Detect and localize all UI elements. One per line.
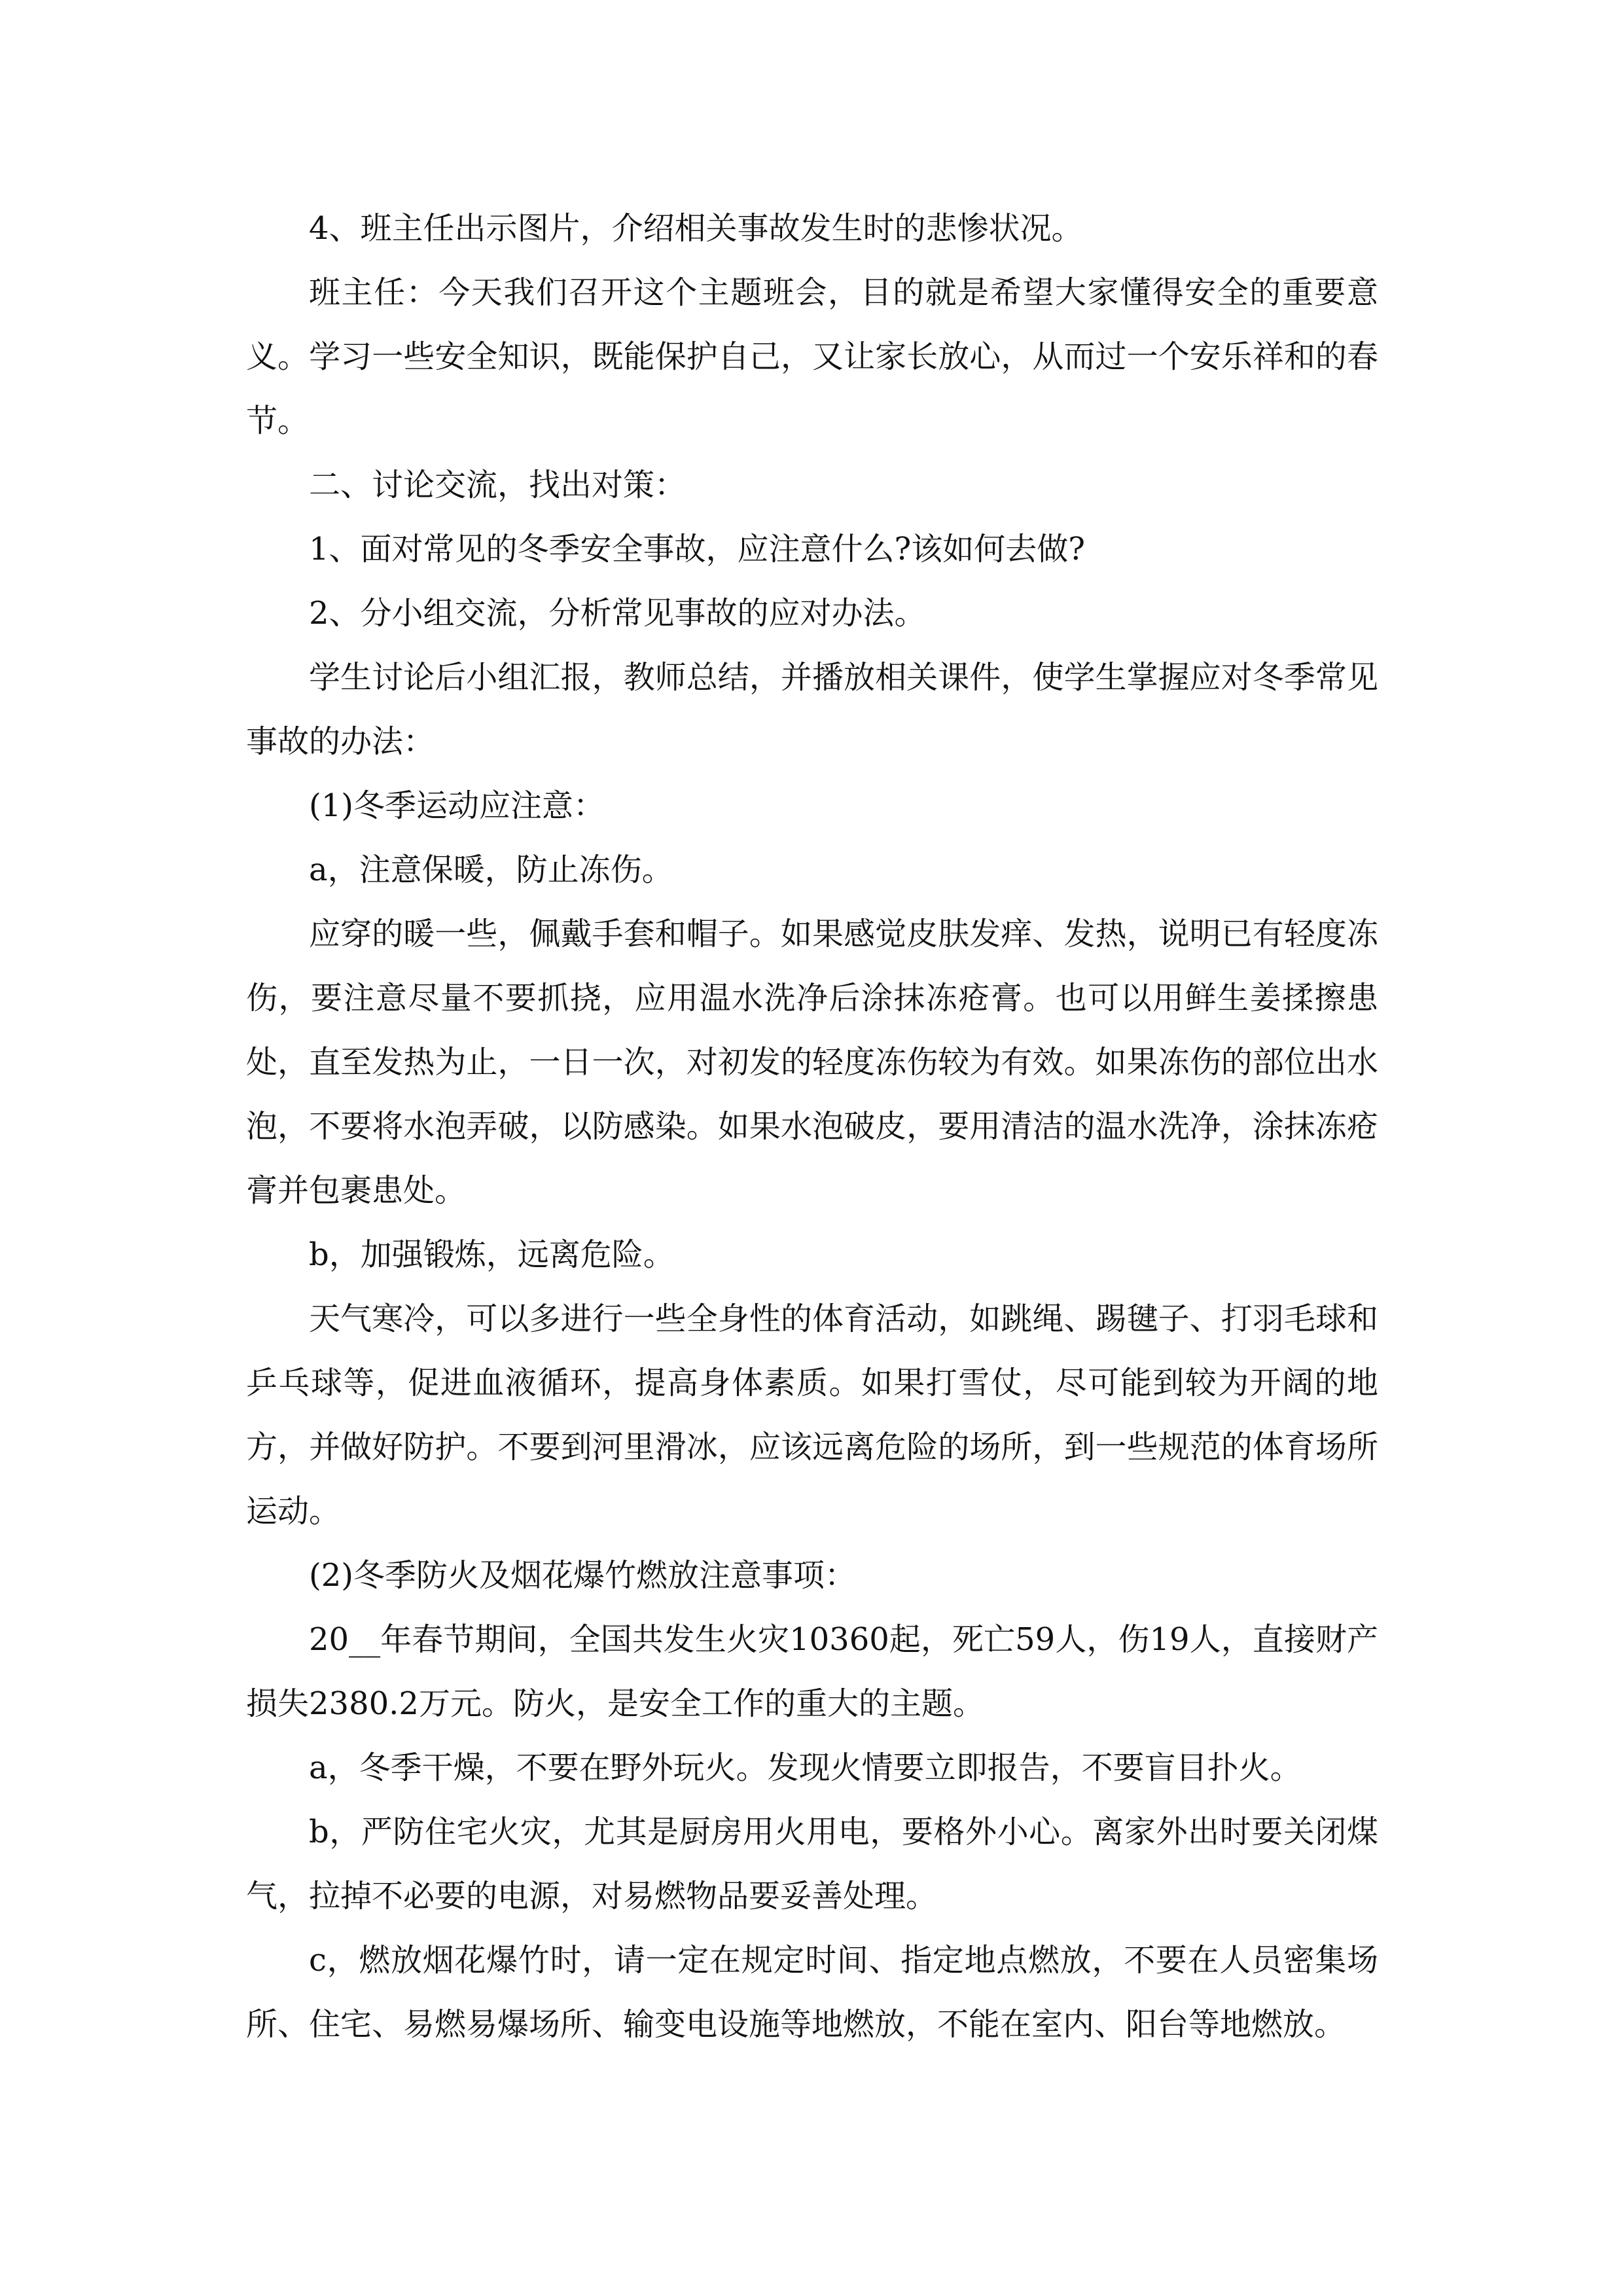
paragraph-exercise: 天气寒冷，可以多进行一些全身性的体育活动，如跳绳、踢毽子、打羽毛球和乒乓球等，促进血液循环，提高身体素质。如果打雪仗，尽可能到较为开阔的地方，并做好防护。不要到河里滑冰，应该远离危险的场所，到一些规范的体育场所运动。 — [246, 1300, 1378, 1530]
list-item-a-warmth: a，注意保暖，防止冻伤。 — [309, 852, 673, 888]
paragraph-teacher-speech: 班主任：今天我们召开这个主题班会，目的就是希望大家懂得安全的重要意义。学习一些安全知识，既能保护自己，又让家长放心，从而过一个安乐祥和的春节。 — [246, 274, 1378, 439]
paragraph-summary: 学生讨论后小组汇报，教师总结，并播放相关课件，使学生掌握应对冬季常见事故的办法： — [246, 659, 1378, 760]
list-item-b-exercise: b，加强锻炼，远离危险。 — [309, 1236, 675, 1273]
document-body — [246, 196, 1378, 2056]
list-item-a-outdoor-fire: a，冬季干燥，不要在野外玩火。发现火情要立即报告，不要盲目扑火。 — [309, 1749, 1302, 1786]
subheading-winter-sports: (1)冬季运动应注意： — [309, 787, 605, 824]
paragraph-fire-statistics: 20__年春节期间，全国共发生火灾10360起，死亡59人，伤19人，直接财产损失2380.2万元。防火，是安全工作的重大的主题。 — [246, 1621, 1378, 1722]
paragraph-item-2: 2、分小组交流，分析常见事故的应对办法。 — [309, 595, 926, 632]
paragraph-item-4: 4、班主任出示图片，介绍相关事故发生时的悲惨状况。 — [309, 210, 1083, 247]
list-item-c-fireworks: c，燃放烟花爆竹时，请一定在规定时间、指定地点燃放，不要在人员密集场所、住宅、易燃易爆场所、输变电设施等地燃放，不能在室内、阳台等地燃放。 — [246, 1942, 1378, 2043]
paragraph-frostbite: 应穿的暖一些，佩戴手套和帽子。如果感觉皮肤发痒、发热，说明已有轻度冻伤，要注意尽量不要抓挠，应用温水洗净后涂抹冻疮膏。也可以用鲜生姜揉擦患处，直至发热为止，一日一次，对初发的轻度冻伤较为有效。如果冻伤的部位出水泡，不要将水泡弄破，以防感染。如果水泡破皮，要用清洁的温水洗净，涂抹冻疮膏并包裹患处。 — [246, 916, 1378, 1209]
list-item-b-home-fire: b，严防住宅火灾，尤其是厨房用火用电，要格外小心。离家外出时要关闭煤气，拉掉不必要的电源，对易燃物品要妥善处理。 — [246, 1814, 1378, 1914]
subheading-fire-safety: (2)冬季防火及烟花爆竹燃放注意事项： — [309, 1557, 856, 1594]
paragraph-item-1: 1、面对常见的冬季安全事故，应注意什么?该如何去做? — [309, 531, 1086, 567]
section-heading-discussion: 二、讨论交流，找出对策： — [309, 467, 687, 503]
